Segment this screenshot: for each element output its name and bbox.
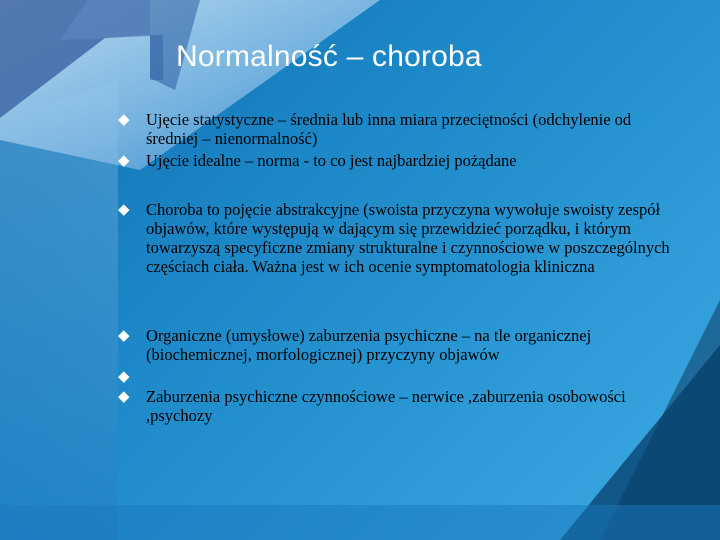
list-item-text: Organiczne (umysłowe) zaburzenia psychiczne – na tle organicznej (biochemicznej, morfologicznej) przyczyny objawów <box>146 326 592 364</box>
bullet-icon: ◆ <box>118 326 130 344</box>
left-light-stripe <box>0 80 118 540</box>
slide-title: Normalność – choroba <box>176 40 482 73</box>
list-item <box>118 110 678 148</box>
list-item <box>118 200 678 276</box>
list-item-text: Zaburzenia psychiczne czynnościowe – nerwice ,zaburzenia osobowości ,psychozy <box>146 387 626 425</box>
list-item <box>118 387 678 425</box>
list-item-text: Ujęcie idealne – norma - to co jest najbardziej pożądane <box>146 151 517 170</box>
bottom-band <box>0 505 720 540</box>
bullet-icon: ◆ <box>118 367 130 385</box>
list-item-empty <box>118 367 678 386</box>
list-item-text: Choroba to pojęcie abstrakcyjne (swoista przyczyna wywołuje swoisty zespół objawów, które występują w dającym się przewidzieć porządku, i którym towarzyszą specyficzne zmiany strukturalne i czynnościowe w poszczególnych częściach ciała. Ważna jest w ich ocenie symptomatologia kliniczna <box>146 200 670 276</box>
bullet-icon: ◆ <box>118 151 130 169</box>
bullet-list <box>118 110 678 425</box>
list-item-text: Ujęcie statystyczne – średnia lub inna miara przeciętności (odchylenie od średniej – nienormalność) <box>146 110 632 148</box>
list-item <box>118 326 678 364</box>
list-item <box>118 151 678 170</box>
bullet-icon: ◆ <box>118 200 130 218</box>
bullet-icon: ◆ <box>118 110 130 128</box>
bullet-icon: ◆ <box>118 387 130 405</box>
title-accent <box>150 35 163 80</box>
